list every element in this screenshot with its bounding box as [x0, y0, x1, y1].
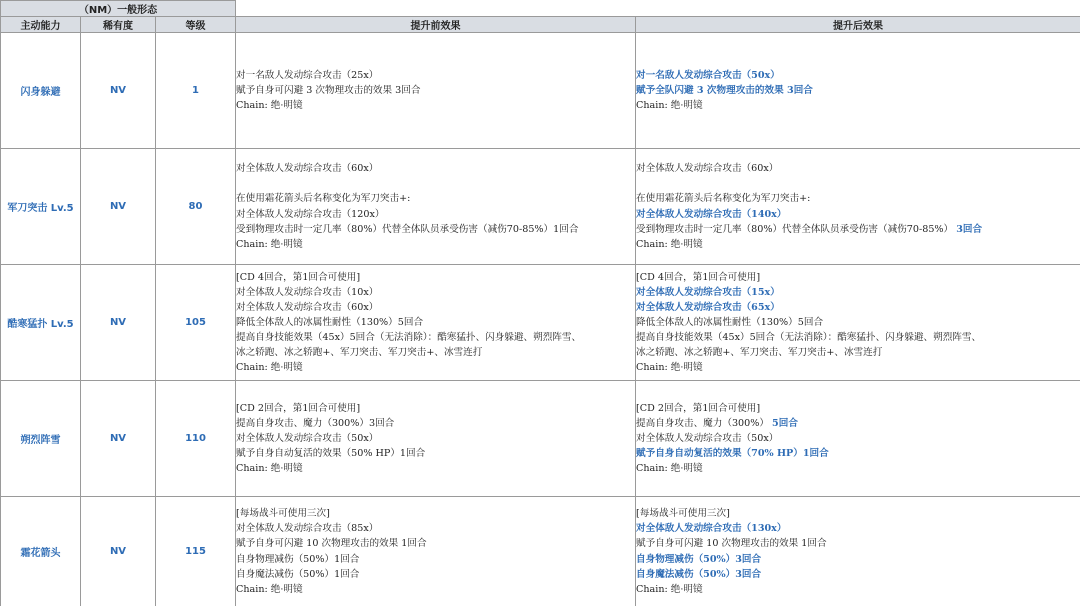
- effect-line: 降低全体敌人的冰属性耐性（130%）5回合: [636, 315, 1080, 330]
- skill-rarity: NV: [81, 265, 156, 381]
- effect-after: [636, 497, 1080, 606]
- skill-row: [1, 149, 1080, 265]
- effect-line: Chain: 绝·明镜: [636, 582, 1080, 597]
- effect-segment-upgraded: 5回合: [772, 418, 798, 429]
- skill-name: 朔烈阵雪: [1, 381, 81, 497]
- effect-line: 降低全体敌人的冰属性耐性（130%）5回合: [236, 315, 635, 330]
- skill-rarity: NV: [81, 497, 156, 606]
- effect-line: Chain: 绝·明镜: [236, 237, 635, 252]
- title-spacer: [236, 1, 1080, 17]
- header-after: 提升后效果: [636, 17, 1080, 33]
- effect-line-upgraded: 自身物理减伤（50%）3回合: [636, 552, 1080, 567]
- skill-rarity: NV: [81, 381, 156, 497]
- skill-rarity: NV: [81, 149, 156, 265]
- effect-line: Chain: 绝·明镜: [236, 98, 635, 113]
- effect-line: 受到物理攻击时一定几率（80%）代替全体队员承受伤害（减伤70-85%）1回合: [236, 222, 635, 237]
- skill-level: 115: [156, 497, 236, 606]
- effect-line: 对全体敌人发动综合攻击（120x）: [236, 207, 635, 222]
- effect-before: [236, 149, 636, 265]
- header-level: 等级: [156, 17, 236, 33]
- effect-line: [636, 222, 1080, 237]
- effect-line: 冰之轿跑、冰之轿跑+、军刀突击、军刀突击+、冰雪连打: [636, 345, 1080, 360]
- effect-line: Chain: 绝·明镜: [236, 360, 635, 375]
- effect-line: 自身物理减伤（50%）1回合: [236, 552, 635, 567]
- effect-line-blank: [636, 176, 1080, 191]
- effect-before: [236, 265, 636, 381]
- effect-line: 提高自身攻击、魔力（300%）3回合: [236, 416, 635, 431]
- effect-line: 在使用霜花箭头后名称变化为军刀突击+:: [236, 191, 635, 206]
- effect-line-upgraded: 对全体敌人发动综合攻击（65x）: [636, 300, 1080, 315]
- skill-level: 1: [156, 33, 236, 149]
- skill-level: 105: [156, 265, 236, 381]
- effect-line: 对全体敌人发动综合攻击（60x）: [236, 161, 635, 176]
- effect-segment-upgraded: 3回合: [956, 224, 982, 235]
- skill-level: 110: [156, 381, 236, 497]
- header-rarity: 稀有度: [81, 17, 156, 33]
- skill-level: 80: [156, 149, 236, 265]
- effect-line: 对全体敌人发动综合攻击（60x）: [636, 161, 1080, 176]
- effect-line: Chain: 绝·明镜: [636, 360, 1080, 375]
- skill-name: 军刀突击 Lv.5: [1, 149, 81, 265]
- effect-line: 对全体敌人发动综合攻击（10x）: [236, 285, 635, 300]
- header-row: [1, 17, 1080, 33]
- effect-line-upgraded: 自身魔法减伤（50%）3回合: [636, 567, 1080, 582]
- effect-after: [636, 265, 1080, 381]
- effect-line-upgraded: 对全体敌人发动综合攻击（15x）: [636, 285, 1080, 300]
- effect-before: [236, 381, 636, 497]
- effect-line: 赋予自身可闪避 3 次物理攻击的效果 3回合: [236, 83, 635, 98]
- effect-line: Chain: 绝·明镜: [636, 98, 1080, 113]
- effect-line: 对全体敌人发动综合攻击（50x）: [236, 431, 635, 446]
- effect-line-upgraded: 对一名敌人发动综合攻击（50x）: [636, 68, 1080, 83]
- form-title: （NM）一般形态: [1, 1, 236, 17]
- effect-line: 提高自身技能效果（45x）5回合（无法消除）：酷寒猛扑、闪身躲避、朔烈阵雪、: [636, 330, 1080, 345]
- effect-line: [CD 2回合，第1回合可使用]: [636, 401, 1080, 416]
- skill-row: [1, 265, 1080, 381]
- skill-row: [1, 381, 1080, 497]
- effect-before: [236, 497, 636, 606]
- effect-line: 赋予自身自动复活的效果（50% HP）1回合: [236, 446, 635, 461]
- effect-line: [CD 4回合，第1回合可使用]: [636, 270, 1080, 285]
- effect-line-blank: [236, 176, 635, 191]
- effect-line: 对一名敌人发动综合攻击（25x）: [236, 68, 635, 83]
- effect-line-upgraded: 对全体敌人发动综合攻击（130x）: [636, 521, 1080, 536]
- effect-after: [636, 381, 1080, 497]
- effect-line: Chain: 绝·明镜: [636, 237, 1080, 252]
- effect-line-upgraded: 赋予自身自动复活的效果（70% HP）1回合: [636, 446, 1080, 461]
- effect-line: 对全体敌人发动综合攻击（85x）: [236, 521, 635, 536]
- effect-line: [每场战斗可使用三次]: [236, 506, 635, 521]
- skill-row: [1, 33, 1080, 149]
- effect-line: [CD 4回合，第1回合可使用]: [236, 270, 635, 285]
- effect-line: 对全体敌人发动综合攻击（50x）: [636, 431, 1080, 446]
- effect-segment: 受到物理攻击时一定几率（80%）代替全体队员承受伤害（减伤70-85%）: [636, 224, 953, 235]
- effect-line: Chain: 绝·明镜: [236, 461, 635, 476]
- effect-line: 在使用霜花箭头后名称变化为军刀突击+:: [636, 191, 1080, 206]
- effect-line: 冰之轿跑、冰之轿跑+、军刀突击、军刀突击+、冰雪连打: [236, 345, 635, 360]
- effect-before: [236, 33, 636, 149]
- skill-name: 闪身躲避: [1, 33, 81, 149]
- effect-line: 提高自身技能效果（45x）5回合（无法消除）：酷寒猛扑、闪身躲避、朔烈阵雪、: [236, 330, 635, 345]
- effect-line: 赋予自身可闪避 10 次物理攻击的效果 1回合: [236, 536, 635, 551]
- effect-after: [636, 149, 1080, 265]
- effect-line: 对全体敌人发动综合攻击（60x）: [236, 300, 635, 315]
- effect-line-upgraded: 赋予全队闪避 3 次物理攻击的效果 3回合: [636, 83, 1080, 98]
- header-skill: 主动能力: [1, 17, 81, 33]
- effect-line: Chain: 绝·明镜: [236, 582, 635, 597]
- effect-after: [636, 33, 1080, 149]
- effect-line: [CD 2回合，第1回合可使用]: [236, 401, 635, 416]
- effect-line: Chain: 绝·明镜: [636, 461, 1080, 476]
- effect-segment: 提高自身攻击、魔力（300%）: [636, 418, 769, 429]
- effect-line: 自身魔法减伤（50%）1回合: [236, 567, 635, 582]
- effect-line: [每场战斗可使用三次]: [636, 506, 1080, 521]
- skill-name: 霜花箭头: [1, 497, 81, 606]
- effect-line: 赋予自身可闪避 10 次物理攻击的效果 1回合: [636, 536, 1080, 551]
- skill-name: 酷寒猛扑 Lv.5: [1, 265, 81, 381]
- skill-rarity: NV: [81, 33, 156, 149]
- effect-line-upgraded: 对全体敌人发动综合攻击（140x）: [636, 207, 1080, 222]
- effect-line: [636, 416, 1080, 431]
- skill-row: [1, 497, 1080, 606]
- header-before: 提升前效果: [236, 17, 636, 33]
